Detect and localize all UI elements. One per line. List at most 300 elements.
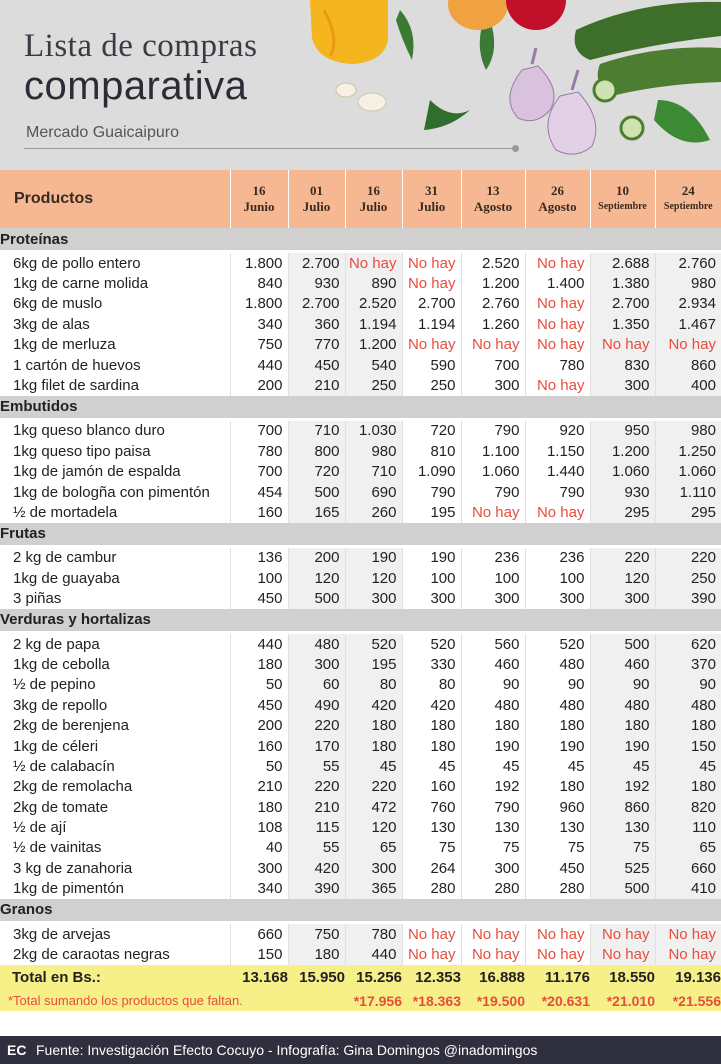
table-row	[0, 879, 721, 899]
column-month: Agosto	[473, 199, 513, 214]
product-name: 2kg de remolacha	[13, 778, 133, 796]
price-cell: 370	[655, 654, 721, 674]
note-value: *20.631	[525, 991, 590, 1011]
table-row	[0, 756, 721, 776]
price-cell: 160	[230, 502, 288, 522]
price-cell: 300	[461, 588, 525, 608]
note-value: *19.500	[461, 991, 525, 1011]
price-cell: 180	[230, 654, 288, 674]
price-cell: 720	[288, 462, 345, 482]
column-day: 01	[310, 183, 323, 198]
price-cell: 300	[288, 654, 345, 674]
price-cell: 120	[288, 568, 345, 588]
price-cell: No hay	[402, 944, 461, 964]
price-cell: 420	[345, 695, 402, 715]
product-name: 6kg de pollo entero	[13, 254, 141, 272]
price-cell: 210	[288, 375, 345, 395]
price-cell: 1.200	[590, 441, 655, 461]
price-cell: 400	[655, 375, 721, 395]
product-name: 2 kg de cambur	[13, 549, 117, 567]
product-name: 1kg queso tipo paisa	[13, 442, 151, 460]
price-cell: 165	[288, 502, 345, 522]
column-day: 26	[551, 183, 564, 198]
table-row	[0, 588, 721, 608]
section-title: Frutas	[0, 523, 230, 545]
date-column-header	[402, 170, 461, 228]
price-cell: 100	[230, 568, 288, 588]
price-cell: 190	[402, 548, 461, 568]
product-name: 2kg de tomate	[13, 798, 109, 816]
price-cell: 180	[655, 715, 721, 735]
price-cell: 300	[525, 588, 590, 608]
price-cell: 330	[402, 654, 461, 674]
column-day: 16	[252, 183, 266, 198]
total-value: 11.176	[525, 965, 590, 991]
price-cell: 440	[345, 944, 402, 964]
total-value: 19.136	[655, 965, 721, 991]
price-cell: No hay	[525, 335, 590, 355]
section-title: Verduras y hortalizas	[0, 609, 230, 631]
vegetables-illustration	[300, 0, 721, 170]
cucumber-icon	[575, 2, 721, 139]
column-day: 16	[367, 183, 380, 198]
price-cell: 160	[402, 777, 461, 797]
product-name: 1kg de céleri	[13, 737, 99, 755]
price-cell: 195	[345, 654, 402, 674]
price-cell: 1.200	[345, 335, 402, 355]
price-cell: 1.100	[461, 441, 525, 461]
column-month: Julio	[302, 199, 331, 214]
price-cell: 810	[402, 441, 461, 461]
title-line-1: Lista de compras	[24, 28, 258, 64]
section-title: Embutidos	[0, 396, 230, 418]
price-cell: No hay	[345, 253, 402, 273]
price-cell: 700	[230, 421, 288, 441]
section-header-row	[0, 396, 721, 418]
total-value: 15.950	[288, 965, 345, 991]
product-name: 3kg de repollo	[13, 696, 108, 714]
price-cell: No hay	[461, 502, 525, 522]
price-cell: No hay	[461, 944, 525, 964]
price-cell: 1.467	[655, 314, 721, 334]
price-cell: 540	[345, 355, 402, 375]
section-header-row	[0, 228, 721, 250]
price-cell: No hay	[525, 502, 590, 522]
price-cell: 190	[345, 548, 402, 568]
price-cell: 440	[230, 634, 288, 654]
section-title: Proteínas	[0, 228, 230, 250]
column-month: Septiembre	[598, 201, 647, 212]
onion-icon	[448, 0, 566, 30]
table-row	[0, 715, 721, 735]
price-cell: 980	[655, 273, 721, 293]
price-cell: 440	[230, 355, 288, 375]
price-cell: 2.700	[288, 253, 345, 273]
price-cell: 50	[230, 675, 288, 695]
price-cell: 500	[590, 634, 655, 654]
price-cell: 1.800	[230, 294, 288, 314]
table-row	[0, 294, 721, 314]
price-cell: 525	[590, 858, 655, 878]
price-cell: 700	[461, 355, 525, 375]
product-name: 1kg de carne molida	[13, 275, 149, 293]
date-column-header	[288, 170, 345, 228]
table-row	[0, 253, 721, 273]
product-name: 1kg queso blanco duro	[13, 422, 165, 440]
price-cell: 1.194	[402, 314, 461, 334]
price-cell: 220	[288, 715, 345, 735]
price-cell: 110	[655, 817, 721, 837]
price-cell: 180	[345, 715, 402, 735]
table-row	[0, 441, 721, 461]
table-row	[0, 314, 721, 334]
section-header-row	[0, 899, 721, 921]
price-cell: 950	[590, 421, 655, 441]
section-filler	[230, 523, 721, 545]
efecto-cocuyo-logo: EC	[7, 1042, 27, 1058]
date-column-header	[655, 170, 721, 228]
price-cell: 340	[230, 879, 288, 899]
price-cell: 190	[461, 736, 525, 756]
price-cell: 520	[345, 634, 402, 654]
price-cell: 264	[402, 858, 461, 878]
column-month: Junio	[243, 199, 275, 214]
price-cell: 620	[655, 634, 721, 654]
price-cell: 1.250	[655, 441, 721, 461]
price-cell: 75	[402, 838, 461, 858]
table-row	[0, 944, 721, 964]
price-cell: 1.400	[525, 273, 590, 293]
price-cell: 295	[590, 502, 655, 522]
price-cell: 1.350	[590, 314, 655, 334]
price-cell: 710	[288, 421, 345, 441]
price-cell: 960	[525, 797, 590, 817]
garlic-bulb-icon	[510, 48, 596, 154]
price-cell: 300	[590, 375, 655, 395]
price-cell: 180	[402, 715, 461, 735]
price-cell: 300	[345, 858, 402, 878]
price-cell: 454	[230, 482, 288, 502]
price-cell: 130	[590, 817, 655, 837]
price-cell: 2.520	[345, 294, 402, 314]
price-cell: 472	[345, 797, 402, 817]
table-row	[0, 858, 721, 878]
price-cell: 45	[461, 756, 525, 776]
price-cell: 190	[590, 736, 655, 756]
price-cell: 1.380	[590, 273, 655, 293]
price-cell: 100	[402, 568, 461, 588]
table-row	[0, 675, 721, 695]
price-cell: No hay	[655, 924, 721, 944]
price-cell: 90	[655, 675, 721, 695]
price-cell: 930	[288, 273, 345, 293]
subtitle: Mercado Guaicaipuro	[26, 124, 179, 141]
price-cell: No hay	[525, 314, 590, 334]
price-cell: 420	[402, 695, 461, 715]
price-cell: 500	[288, 482, 345, 502]
price-cell: 220	[288, 777, 345, 797]
price-cell: 770	[288, 335, 345, 355]
price-cell: 820	[655, 797, 721, 817]
product-name: 1 cartón de huevos	[13, 356, 141, 374]
price-cell: 450	[230, 695, 288, 715]
product-name: ½ de pepino	[13, 676, 96, 694]
price-cell: 120	[345, 817, 402, 837]
price-cell: 980	[345, 441, 402, 461]
price-cell: 120	[345, 568, 402, 588]
date-column-header	[525, 170, 590, 228]
note-value: *21.556	[655, 991, 721, 1011]
garlic-clove-icon	[336, 83, 386, 111]
price-cell: No hay	[655, 944, 721, 964]
date-column-header	[230, 170, 288, 228]
price-cell: 295	[655, 502, 721, 522]
product-name: ½ de mortadela	[13, 503, 118, 521]
footer-source: Fuente: Investigación Efecto Cocuyo - Infografía: Gina Domingos @inadomingos	[36, 1042, 538, 1058]
price-cell: 2.700	[402, 294, 461, 314]
price-cell: 1.800	[230, 253, 288, 273]
price-cell: 90	[461, 675, 525, 695]
date-column-header	[345, 170, 402, 228]
price-cell: 750	[230, 335, 288, 355]
price-cell: 300	[230, 858, 288, 878]
price-cell: 75	[590, 838, 655, 858]
price-cell: 150	[655, 736, 721, 756]
price-cell: 520	[402, 634, 461, 654]
price-cell: 90	[525, 675, 590, 695]
price-cell: 60	[288, 675, 345, 695]
price-cell: 690	[345, 482, 402, 502]
price-cell: 790	[461, 482, 525, 502]
price-cell: 790	[461, 421, 525, 441]
price-cell: 1.030	[345, 421, 402, 441]
product-name: 1kg de pimentón	[13, 880, 124, 898]
total-value: 18.550	[590, 965, 655, 991]
price-cell: 180	[402, 736, 461, 756]
price-cell: 1.200	[461, 273, 525, 293]
price-cell: 280	[402, 879, 461, 899]
price-cell: 75	[461, 838, 525, 858]
section-filler	[230, 228, 721, 250]
price-cell: 410	[655, 879, 721, 899]
price-cell: 790	[525, 482, 590, 502]
price-cell: 480	[525, 654, 590, 674]
price-cell: 45	[345, 756, 402, 776]
price-cell: 500	[288, 588, 345, 608]
table-row	[0, 335, 721, 355]
price-cell: 115	[288, 817, 345, 837]
price-cell: 660	[655, 858, 721, 878]
price-cell: 840	[230, 273, 288, 293]
price-cell: 2.520	[461, 253, 525, 273]
total-value: 15.256	[345, 965, 402, 991]
price-cell: 2.760	[461, 294, 525, 314]
price-cell: 460	[461, 654, 525, 674]
price-cell: 1.110	[655, 482, 721, 502]
price-cell: 75	[525, 838, 590, 858]
price-cell: 450	[230, 588, 288, 608]
price-cell: 90	[590, 675, 655, 695]
product-name: 1kg de jamón de espalda	[13, 463, 181, 481]
products-column-header: Productos	[0, 170, 230, 228]
price-cell: 660	[230, 924, 288, 944]
product-name: 2kg de berenjena	[13, 717, 129, 735]
table-row	[0, 421, 721, 441]
price-cell: 200	[288, 548, 345, 568]
price-cell: 780	[230, 441, 288, 461]
note-row	[0, 991, 721, 1011]
product-name: 1kg de cebolla	[13, 655, 110, 673]
price-cell: No hay	[402, 335, 461, 355]
price-cell: 220	[590, 548, 655, 568]
column-month: Septiembre	[663, 201, 713, 212]
product-name: 1kg filet de sardina	[13, 377, 139, 395]
price-cell: 180	[288, 944, 345, 964]
price-cell: No hay	[525, 294, 590, 314]
price-cell: 236	[461, 548, 525, 568]
price-cell: 1.060	[590, 462, 655, 482]
product-name: 3kg de arvejas	[13, 925, 111, 943]
note-value: *17.956	[345, 991, 402, 1011]
price-cell: 192	[590, 777, 655, 797]
price-cell: 300	[461, 858, 525, 878]
total-value: 13.168	[230, 965, 288, 991]
price-cell: 830	[590, 355, 655, 375]
price-cell: 300	[402, 588, 461, 608]
price-cell: 300	[590, 588, 655, 608]
price-cell: No hay	[590, 924, 655, 944]
price-cell: No hay	[461, 335, 525, 355]
table-row	[0, 838, 721, 858]
price-cell: 560	[461, 634, 525, 654]
total-label: Total en Bs.:	[0, 965, 230, 991]
price-cell: 100	[525, 568, 590, 588]
price-cell: 160	[230, 736, 288, 756]
table-row	[0, 695, 721, 715]
footer-bar	[0, 1036, 721, 1064]
price-cell: 460	[590, 654, 655, 674]
price-cell: 480	[655, 695, 721, 715]
price-cell: 920	[525, 421, 590, 441]
date-column-header	[461, 170, 525, 228]
column-day: 10	[616, 183, 629, 198]
price-cell: 890	[345, 273, 402, 293]
product-name: ½ de calabacín	[13, 757, 115, 775]
price-cell: 1.194	[345, 314, 402, 334]
note-value: *21.010	[590, 991, 655, 1011]
section-title: Granos	[0, 899, 230, 921]
price-cell: 45	[655, 756, 721, 776]
price-cell: No hay	[590, 335, 655, 355]
price-cell: 120	[590, 568, 655, 588]
price-cell: 180	[461, 715, 525, 735]
price-cell: 790	[461, 797, 525, 817]
price-cell: 220	[655, 548, 721, 568]
table-row	[0, 462, 721, 482]
price-cell: 390	[655, 588, 721, 608]
price-cell: 200	[230, 715, 288, 735]
price-cell: 720	[402, 421, 461, 441]
price-cell: 1.440	[525, 462, 590, 482]
price-cell: 480	[461, 695, 525, 715]
table-row	[0, 654, 721, 674]
price-cell: 55	[288, 756, 345, 776]
price-cell: 180	[655, 777, 721, 797]
column-day: 24	[681, 183, 695, 198]
total-value: 16.888	[461, 965, 525, 991]
price-cell: 860	[655, 355, 721, 375]
price-cell: 860	[590, 797, 655, 817]
product-name: 3kg de alas	[13, 315, 90, 333]
price-cell: 210	[230, 777, 288, 797]
price-cell: 180	[590, 715, 655, 735]
price-cell: 760	[402, 797, 461, 817]
price-cell: 490	[288, 695, 345, 715]
table-row	[0, 548, 721, 568]
price-cell: 930	[590, 482, 655, 502]
price-cell: 590	[402, 355, 461, 375]
table-row	[0, 777, 721, 797]
price-cell: 100	[461, 568, 525, 588]
price-cell: 190	[525, 736, 590, 756]
column-day: 13	[486, 183, 500, 198]
price-cell: 65	[655, 838, 721, 858]
price-cell: 136	[230, 548, 288, 568]
price-cell: 390	[288, 879, 345, 899]
price-cell: 300	[461, 375, 525, 395]
price-cell: 790	[402, 482, 461, 502]
price-cell: No hay	[461, 924, 525, 944]
price-cell: 2.934	[655, 294, 721, 314]
price-cell: 50	[230, 756, 288, 776]
price-cell: 1.060	[461, 462, 525, 482]
price-cell: 780	[525, 355, 590, 375]
price-cell: 780	[345, 924, 402, 944]
table-row	[0, 634, 721, 654]
price-cell: 500	[590, 879, 655, 899]
product-name: 6kg de muslo	[13, 295, 103, 313]
column-month: Agosto	[538, 199, 577, 214]
price-cell: 45	[525, 756, 590, 776]
price-cell: 180	[345, 736, 402, 756]
price-cell: 280	[461, 879, 525, 899]
price-cell: No hay	[525, 253, 590, 273]
price-cell: 180	[525, 777, 590, 797]
price-cell: 236	[525, 548, 590, 568]
section-filler	[230, 396, 721, 418]
price-cell: 1.260	[461, 314, 525, 334]
section-header-row	[0, 523, 721, 545]
price-cell: 450	[525, 858, 590, 878]
table-row	[0, 375, 721, 395]
header-banner	[0, 0, 721, 170]
price-cell: No hay	[402, 273, 461, 293]
price-cell: No hay	[655, 335, 721, 355]
price-cell: 130	[461, 817, 525, 837]
price-cell: 45	[402, 756, 461, 776]
price-cell: 300	[345, 588, 402, 608]
price-cell: No hay	[525, 944, 590, 964]
product-name: 3 kg de zanahoria	[13, 859, 133, 877]
section-filler	[230, 609, 721, 631]
price-cell: 45	[590, 756, 655, 776]
price-cell: 130	[525, 817, 590, 837]
section-filler	[230, 899, 721, 921]
price-cell: No hay	[525, 375, 590, 395]
price-cell: 2.700	[590, 294, 655, 314]
table-row	[0, 482, 721, 502]
price-cell: No hay	[402, 253, 461, 273]
